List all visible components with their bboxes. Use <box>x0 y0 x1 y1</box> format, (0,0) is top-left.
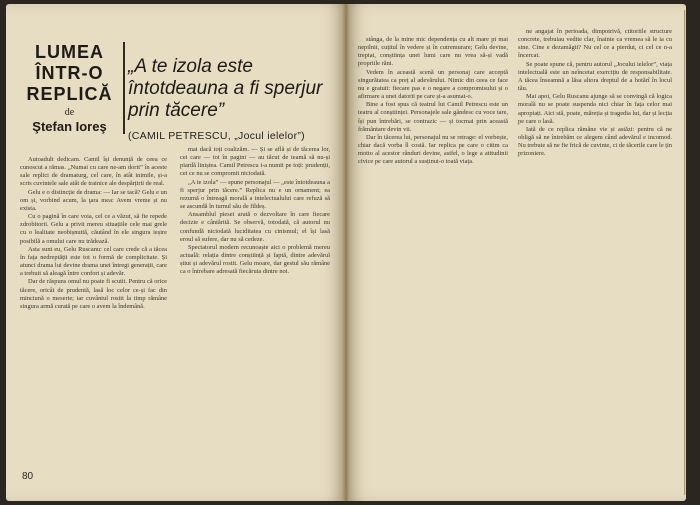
right-column-1 <box>358 36 508 436</box>
headline-block <box>128 56 338 142</box>
page-number: 80 <box>22 471 34 482</box>
paragraph: Ansamblul piesei arată o dezvoltare în care fiecare decizie e cântărită. Se observă, totodată, că autorul nu confundă niciodată luciditatea cu cinismul; el își lasă eroul să sufere, dar nu să cedeze. <box>180 211 330 243</box>
left-page <box>6 4 346 501</box>
paragraph: stânga, de la mine mic dependența cu alt mare pi mai nepilnit, cuțitul în vedere și în cutremurare; Gelu devine, treptat, conștiința unei lumi care nu vrea să-și vadă propriile răni. <box>358 36 508 68</box>
paragraph: Cu o pagină în care voia, cel ce a văzut, să fie repede zdrobitorii. Gelu a privit mereu situațiile cele mai grele cu o lealitate neobișnuită, căutând în ele singura ieșire posibilă a omului care nu trădează. <box>20 213 167 245</box>
paragraph: Spectatorul modern recunoaște aici o problemă mereu actuală: relația dintre conștiință și faptă, dintre adevărul știut și adevărul rostit. Gelu moare, dar gestul său rămâne ca o întrebare adresată fiecăruia dintre noi. <box>180 243 330 276</box>
left-column-2 <box>180 146 330 462</box>
paragraph: Dar de răspuns omul nu poate fi scutit. Pentru că orice tăcere, oricât de prudentă, lasă loc celor ce-și fac din minciună o meserie; iar cuvântul rostit la timp rămâne singura armă curată pe care o avem la îndemână. <box>20 278 167 310</box>
side-title-line-1: LUMEA <box>35 42 104 62</box>
left-column-1 <box>20 156 167 461</box>
paragraph: mai dacă toți coalizăm. — Și se află și de tăcerea lor, cei care — tot în pagini — au tăcut de teamă să nu-și piardă liniștea. Camil Petrescu i-a numit pe toți: prudenții, cei ce nu se compromit niciodată. <box>180 146 330 178</box>
paragraph: Gelu e o distincție de drama: — Iar se tacă? Gelu e un om și, vorbind acum, la ţara mea: Avem vreme și nu exista. <box>20 188 167 212</box>
headline-quote: „A te izola este întotdeauna a fi sperjur prin tăcere” <box>128 56 323 121</box>
side-title-line-2: ÎNTR-O <box>35 63 104 83</box>
book-gutter <box>342 4 350 501</box>
paragraph: Se poate spune că, pentru autorul „Jocului ielelor”, viața intelectuală este un neîncetat exercițiu de responsabilitate. A tăcea înseamnă a lăsa altora dreptul de a hotărî în locul tău. <box>518 60 672 93</box>
magazine-spread <box>6 4 686 501</box>
paragraph: Mai apoi, Gelu Ruscanu ajunge să se convingă că logica morală nu se poate suspenda nici chiar în fața celor mai apropiați. Aici stă, poate, măreția și tragedia lui, dar și lecția pe care o lasă. <box>518 93 672 125</box>
paragraph: ne angajat în perioada, dimpotrivă, ctitoriile structure concrete, trebuiau vedite clar, înainte ca vremea să le ia cu sine. Cine e dezamăgit? Nu cel ce a pierdut, ci cel ce n-a încercat. <box>518 28 672 60</box>
paragraph: Dar în tăcerea lui, personajul nu se retrage: el vorbește, chiar dacă vorba îl costă. Iar replica pe care o citim ca motto al acestor rânduri devine, astfel, o lege a atitudinii civice pe care autorul a susținut-o toată viața. <box>358 133 508 166</box>
byline-de: de <box>64 107 75 118</box>
headline-source: (CAMIL PETRESCU, „Jocul ielelor”) <box>128 130 305 142</box>
side-title-line-3: REPLICĂ <box>26 84 113 104</box>
paragraph: Vedem în această scenă un personaj care acceptă singurătatea ca preț al adevărului. Nimic din ceea ce face nu e gratuit: fiecare pas e o negare a compromisului și o afirmare a unei datorii pe care și-a asumat-o. <box>358 68 508 101</box>
right-column-2 <box>518 28 672 414</box>
page-edge <box>684 10 686 495</box>
right-page <box>346 4 686 501</box>
author-name: Ştefan Ioreş <box>32 119 107 134</box>
paragraph: „A te izola” — spune personajul — „este întotdeauna a fi sperjur prin tăcere.” Replica nu e un ornament; ea rezumă o întreagă morală a intelectualului care refuză să se ascundă în turnul său de fildeș. <box>180 178 330 211</box>
side-title-block <box>22 42 125 134</box>
paragraph: Autoadult dedicam. Camil își denunță de ceea ce cunoscut a rămas. „Numai cu care ne-am dorit” în aceste sale replici de dramaturg, cel care, în atât inimile, și-a scris cuvintele sale atât de trainice ale despărțirii de real. <box>20 156 167 188</box>
paragraph: Bine a fost spus că teatrul lui Camil Petrescu este un teatru al conștiinței. Personajele sale gândesc cu voce tare, își pun întrebări, se contrazic — și tocmai prin această frământare devin vii. <box>358 101 508 133</box>
paragraph: Iată de ce replica rămâne vie și astăzi: pentru că ne obligă să ne întrebăm ce alegem când adevărul e incomod. Nu trebuie să ne fie frică de cuvinte, ci de tăcerile care le țin prizoniere. <box>518 125 672 158</box>
paragraph: Asta sunt eu, Gelu Ruscanu: cel care crede că a tăcea în fața nedreptății este tot o formă de complicitate. Și atunci drama lui devine drama unei întregi generații, care a trebuit să aleagă între confort și adevăr. <box>20 245 167 278</box>
